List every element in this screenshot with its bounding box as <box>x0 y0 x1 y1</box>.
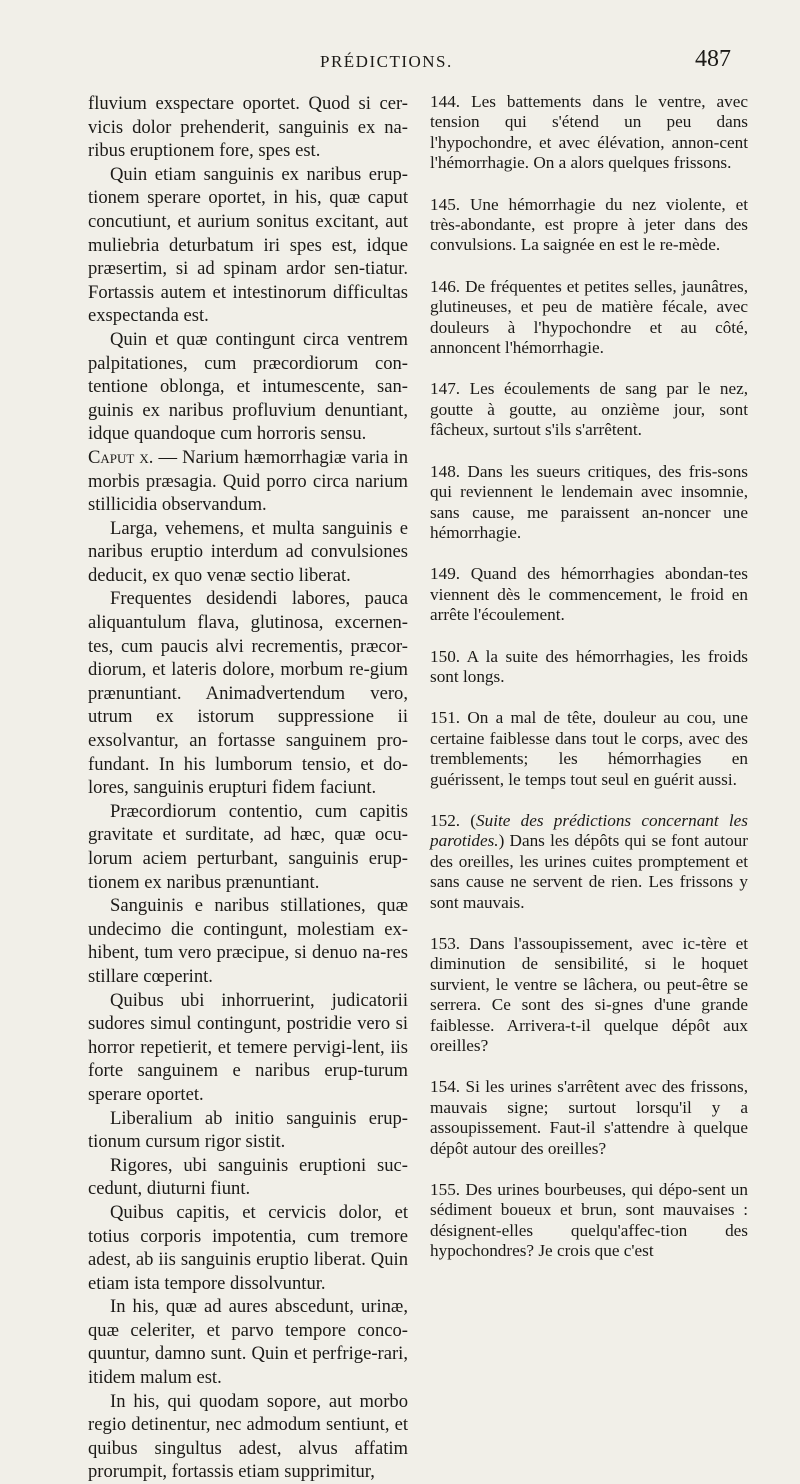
latin-column <box>88 92 408 1484</box>
latin-paragraph: Præcordiorum contentio, cum capitis gravitate et surditate, ad hæc, quæ ocu-lorum aciem perturbant, sanguinis erup-tionem ex naribus prænuntiant. <box>88 800 408 893</box>
page-number: 487 <box>695 46 731 72</box>
running-head <box>0 48 800 82</box>
french-paragraph: 148. Dans les sueurs critiques, des fris-sons qui reviennent le lendemain avec insomnie, sans cause, me paraissent an-noncer une hémorrhagie. <box>430 461 748 542</box>
paragraph-number: 152. ( <box>430 810 477 830</box>
latin-paragraph: Rigores, ubi sanguinis eruptioni suc-cedunt, diuturni fiunt. <box>88 1154 408 1200</box>
chapter-label: Caput x. <box>88 446 154 468</box>
latin-paragraph: Larga, vehemens, et multa sanguinis e naribus eruptio interdum ad convulsiones deducit, ex quo venæ sectio liberat. <box>88 517 408 586</box>
latin-paragraph: Liberalium ab initio sanguinis erup-tionum cursum rigor sistit. <box>88 1107 408 1153</box>
running-title: PRÉDICTIONS. <box>320 52 453 71</box>
french-paragraph: 153. Dans l'assoupissement, avec ic-tère et diminution de sensibilité, si le hoquet survient, le ventre se lâchera, ou peut-être se serrera. Ce sont des si-gnes d'une grande faiblesse. Arrivera-t-il quelque dépôt aux oreilles? <box>430 934 748 1056</box>
latin-paragraph: Quibus capitis, et cervicis dolor, et totius corporis impotentia, cum tremore adest, ab iis sanguinis eruptio liberat. Quin etiam ista tempore dissolvuntur. <box>88 1201 408 1294</box>
french-paragraph: 147. Les écoulements de sang par le nez, goutte à goutte, au onzième jour, sont fâcheux, surtout s'ils s'arrêtent. <box>430 379 748 440</box>
chapter-summary: — Narium hæmorrhagiæ varia in morbis præsagia. Quid porro circa narium stillicidia observandum. <box>88 446 408 516</box>
french-paragraph-152 <box>430 811 748 913</box>
french-paragraph: 155. Des urines bourbeuses, qui dépo-sent un sédiment boueux et brun, sont mauvaises : désignent-elles quelqu'affec-tion des hypochondres? Je crois que c'est <box>430 1180 748 1261</box>
french-paragraph: 146. De fréquentes et petites selles, jaunâtres, glutineuses, et peu de matière fécale, avec douleurs à l'hypochondre et au côté, annoncent l'hémorrhagie. <box>430 276 748 358</box>
paragraph-text: ) Dans les dépôts qui se font autour des oreilles, les urines cuites promptement et sans cause ne servent de rien. Les frissons y sont mauvais. <box>430 831 748 912</box>
latin-paragraph: Quin et quæ contingunt circa ventrem palpitationes, cum præcordiorum con-tentione oblonga, et intumescente, san-guinis ex naribus profluvium denuntiant, idque quandoque cum horroris sensu. <box>88 328 408 445</box>
chapter-heading <box>88 446 408 517</box>
french-paragraph: 151. On a mal de tête, douleur au cou, une certaine faiblesse dans tout le corps, avec des tremblements; les hémorrhagies en guérissent, le temps tout seul en guérit aussi. <box>430 708 748 789</box>
french-paragraph: 154. Si les urines s'arrêtent avec des frissons, mauvais signe; surtout lorsqu'il y a assoupissement. Faut-il s'attendre à quelque dépôt autour des oreilles? <box>430 1077 748 1158</box>
french-paragraph: 150. A la suite des hémorrhagies, les froids sont longs. <box>430 646 748 686</box>
french-paragraph: 149. Quand des hémorrhagies abondan-tes viennent dès le commencement, le froid en arrête l'écoulement. <box>430 564 748 625</box>
french-paragraph: 144. Les battements dans le ventre, avec tension qui s'étend un peu dans l'hypochondre, et avec élévation, annon-cent l'hémorrhagie. On a alors quelques frissons. <box>430 92 748 173</box>
latin-paragraph: Quin etiam sanguinis ex naribus erup-tionem sperare oportet, in his, quæ caput concutiunt, et aurium sonitus excitant, aut muliebria deturbatum iri spes est, idque præsertim, si ad spinam ardor sen-tiatur. Fortassis autem et intestinorum difficultas exspectanda est. <box>88 163 408 327</box>
latin-paragraph: In his, qui quodam sopore, aut morbo regio detinentur, nec admodum sentiunt, et quibus singultus adest, alvus affatim prorumpit, fortassis etiam supprimitur, <box>88 1390 408 1483</box>
french-column <box>430 92 748 1283</box>
latin-paragraph: Frequentes desidendi labores, pauca aliquantulum flava, glutinosa, excernen-tes, cum paucis alvi recrementis, præcor-diorum, et lateris dolore, morbum re-gium prænuntiant. Animadvertendum vero, utrum ex istorum suppressione ii exsolvantur, an fortasse sanguinem pro-fundant. In his lumborum tensio, et do-lores, sanguinis erupturi fidem faciunt. <box>88 588 408 799</box>
latin-paragraph: In his, quæ ad aures abscedunt, urinæ, quæ celeriter, et parvo tempore conco-quuntur, damno sunt. Quin et perfrige-rari, itidem malum est. <box>88 1296 408 1389</box>
french-paragraph: 145. Une hémorrhagie du nez violente, et très-abondante, est propre à jeter dans des convulsions. La saignée en est le re-mède. <box>430 194 748 255</box>
latin-paragraph: fluvium exspectare oportet. Quod si cer-vicis dolor prehenderit, sanguinis ex na-ribus eruptionem fore, spes est. <box>88 93 408 162</box>
latin-paragraph: Sanguinis e naribus stillationes, quæ undecimo die contingunt, molestiam ex-hibent, tum vero præcipue, si denuo na-res stillare cœperint. <box>88 895 408 987</box>
section-title-italic: Suite des prédictions concernant les parotides. <box>430 810 748 851</box>
latin-paragraph: Quibus ubi inhorruerint, judicatorii sudores simul contingunt, postridie vero si horror repetierit, et temere pervigi-lent, iis forte sanguinem e naribus erup-turum sperare oportet. <box>88 989 408 1105</box>
